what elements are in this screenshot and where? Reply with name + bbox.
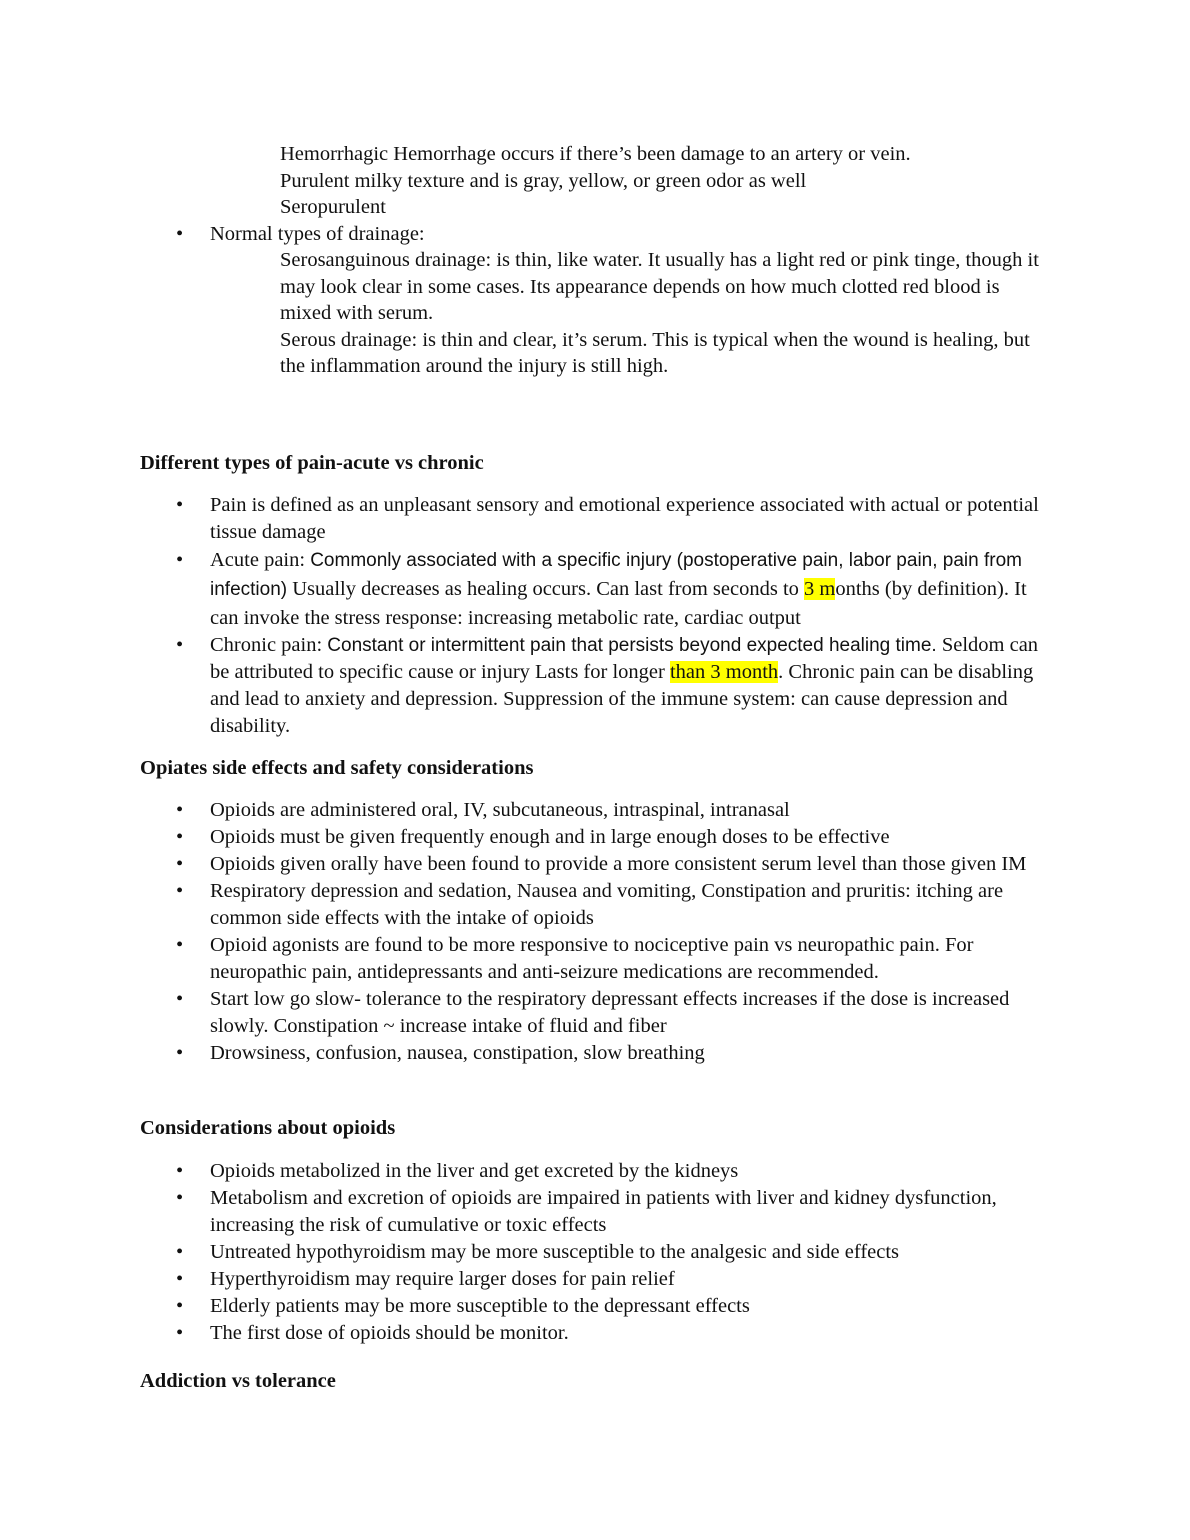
list-item-text: Start low go slow- tolerance to the respiratory depressant effects increases if the dose is increased slowly. Constipation ~ increase intake of fluid and fiber [210,988,1010,1037]
chronic-text-after: . Chronic pain can be disabling and lead to anxiety and depression. Suppression of the immune system: can cause depression and disability. [210,661,1034,737]
list-item-text: Metabolism and excretion of opioids are impaired in patients with liver and kidney dysfunction, increasing the risk of cumulative or toxic effects [210,1187,997,1236]
normal-drainage-lines [280,247,1050,380]
bullet-icon: • [176,494,184,516]
bullet-icon: • [176,549,184,571]
chronic-text: Seldom can be attributed to specific cause or injury Lasts for longer [210,634,1039,683]
list-item [140,878,1060,932]
drainage-line: Seropurulent [280,196,386,218]
list-item [140,1266,1050,1293]
bullet-icon: • [176,634,184,656]
list-item-text: Opioids must be given frequently enough and in large enough doses to be effective [210,826,890,848]
drainage-paragraph: Serous drainage: is thin and clear, it’s serum. This is typical when the wound is healing, but the inflammation around the injury is still high. [280,328,1030,377]
list-item-text: Hyperthyroidism may require larger doses for pain relief [210,1268,675,1290]
list-item [140,797,1060,824]
bullet-icon: • [176,1187,184,1209]
acute-text: Usually decreases as healing occurs. Can last from seconds to [287,578,805,600]
bullet-icon: • [176,853,184,875]
bullet-icon: • [176,1295,184,1317]
list-item [140,492,1050,545]
list-item [140,1239,1050,1266]
list-item-text: Opioids given orally have been found to provide a more consistent serum level than those given IM [210,853,1027,875]
opiates-list [140,797,1060,1067]
drainage-line: Purulent milky texture and is gray, yellow, or green odor as well [280,169,807,192]
acute-text-after: onths (by definition). It can invoke the stress response: increasing metabolic rate, cardiac output [210,578,1027,629]
normal-drainage-bullet [140,221,1060,248]
list-item [140,1158,1050,1185]
bullet-icon: • [176,826,184,848]
abnormal-drainage-lines [280,141,1070,221]
list-item-text: Opioids metabolized in the liver and get excreted by the kidneys [210,1160,739,1182]
list-item-text: Opioids are administered oral, IV, subcutaneous, intraspinal, intranasal [210,799,790,821]
highlight: 3 m [804,578,836,600]
list-item [140,824,1060,851]
bullet-icon: • [176,1042,184,1064]
list-item [140,546,1050,632]
list-item [140,1320,1050,1347]
chronic-sans-text: Constant or intermittent pain that persists beyond expected healing time. [327,635,937,656]
drainage-paragraph: Serosanguinous drainage: is thin, like water. It usually has a light red or pink tinge, though it may look clear in some cases. Its appearance depends on how much clotted red blood is mixed with serum. [280,249,1039,324]
highlight: than 3 month [669,661,779,683]
bullet-icon: • [176,934,184,956]
list-item [140,632,1050,740]
list-item [140,1293,1050,1320]
list-item-text: Elderly patients may be more susceptible to the depressant effects [210,1295,750,1317]
list-item-text: Pain is defined as an unpleasant sensory and emotional experience associated with actual or potential tissue damage [210,494,1039,543]
bullet-icon: • [176,988,184,1010]
chronic-label: Chronic pain: [210,634,328,656]
bullet-icon: • [176,1160,184,1182]
list-item [140,1040,1060,1067]
bullet-icon: • [176,880,184,902]
bullet-icon: • [176,799,184,821]
list-item [140,851,1060,878]
bullet-icon: • [176,1241,184,1263]
pain-list [140,492,1050,740]
section-heading-considerations: Considerations about opioids [140,1117,396,1139]
list-item [140,221,1060,248]
list-item-text: The first dose of opioids should be monitor. [210,1322,569,1344]
bullet-icon: • [176,223,184,245]
drainage-line: Hemorrhagic Hemorrhage occurs if there’s been damage to an artery or vein. [280,143,911,165]
section-heading-addiction: Addiction vs tolerance [140,1370,336,1392]
considerations-list [140,1158,1050,1347]
list-item-text: Normal types of drainage: [210,223,425,245]
bullet-icon: • [176,1322,184,1344]
list-item-text: Drowsiness, confusion, nausea, constipation, slow breathing [210,1042,705,1064]
list-item [140,1185,1050,1239]
list-item-text: Untreated hypothyroidism may be more susceptible to the analgesic and side effects [210,1241,900,1263]
acute-sans-text: Commonly associated with a specific injury (postoperative pain, labor pain, pain from infection) [210,550,1022,600]
list-item-text: Opioid agonists are found to be more responsive to nociceptive pain vs neuropathic pain. For neuropathic pain, antidepressants and anti-seizure medications are recommended. [210,934,974,983]
acute-label: Acute pain: [210,549,311,571]
section-heading-pain: Different types of pain-acute vs chronic [140,452,484,474]
list-item [140,932,1060,986]
list-item [140,986,1060,1040]
section-heading-opiates: Opiates side effects and safety considerations [140,757,534,779]
bullet-icon: • [176,1268,184,1290]
list-item-text: Respiratory depression and sedation, Nausea and vomiting, Constipation and pruritis: itching are common side effects with the intake of opioids [210,880,1004,929]
